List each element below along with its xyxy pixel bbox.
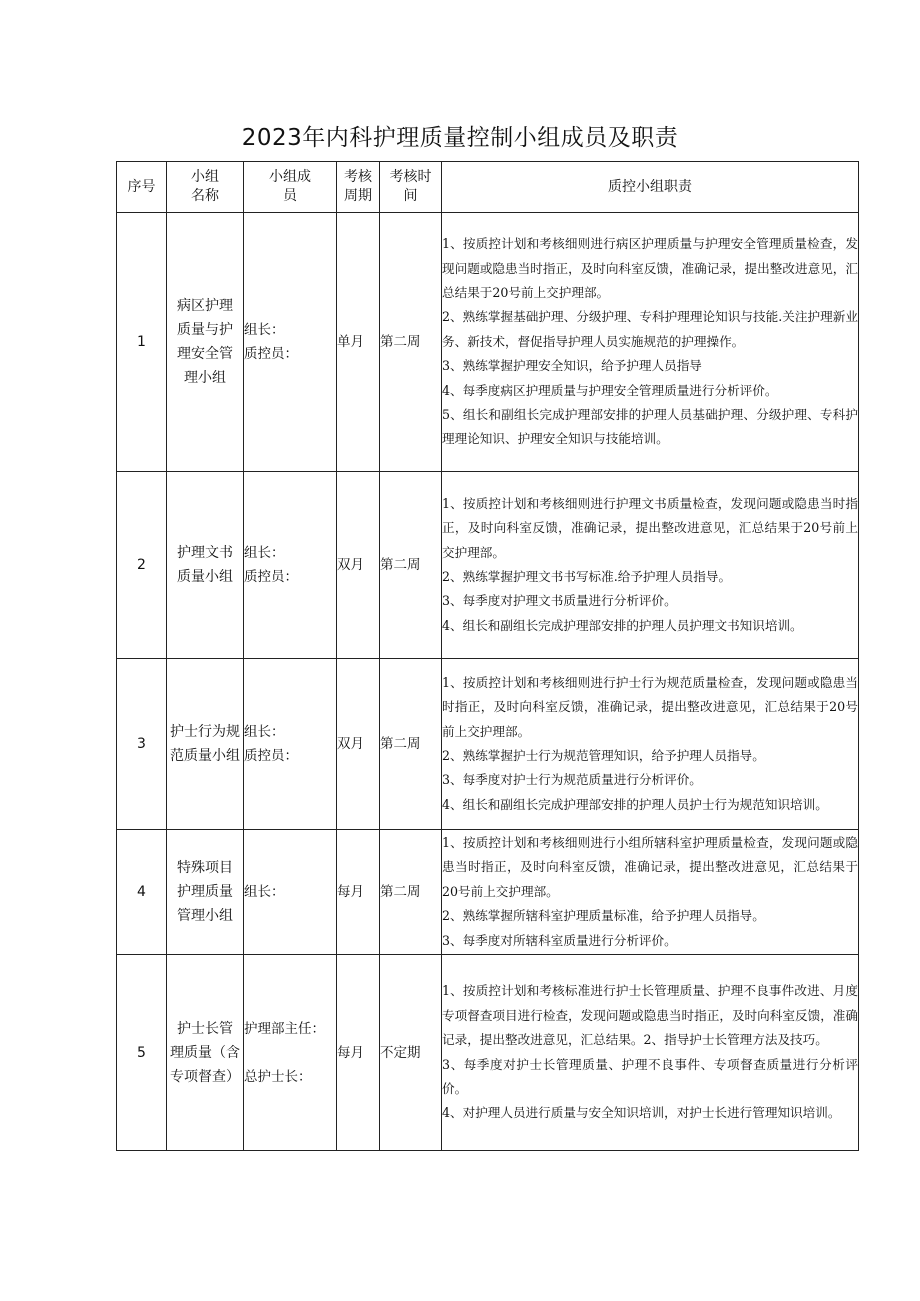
row-cycle: 每月 — [337, 955, 380, 1151]
duty-item: 3、每季度对所辖科室质量进行分析评价。 — [442, 932, 677, 948]
row-time: 第二周 — [380, 472, 442, 659]
row-seq: 1 — [117, 213, 167, 472]
duty-item: 2、熟练掌握所辖科室护理质量标准，给予护理人员指导。 — [442, 908, 765, 924]
row-group-name: 护理文书 质量小组 — [167, 472, 244, 659]
header-cycle: 考核 周期 — [337, 162, 380, 213]
row-group-name: 特殊项目 护理质量 管理小组 — [167, 830, 244, 955]
table-row — [117, 955, 859, 1151]
duty-item: 4、对护理人员进行质量与安全知识培训，对护士长进行管理知识培训。 — [442, 1105, 841, 1121]
header-time: 考核时 间 — [380, 162, 442, 213]
duty-item: 2、熟练掌握基础护理、分级护理、专科护理理论知识与技能.关注护理新业务、新技术，督促指导护理人员实施规范的护理操作。 — [442, 309, 858, 349]
row-cycle: 双月 — [337, 659, 380, 830]
duty-item: 4、每季度病区护理质量与护理安全管理质量进行分析评价。 — [442, 382, 778, 398]
duty-item: 3、每季度对护理文书质量进行分析评价。 — [442, 593, 677, 609]
header-responsibility: 质控小组职责 — [442, 162, 859, 213]
row-duties — [442, 955, 859, 1151]
row-duties — [442, 659, 859, 830]
row-seq: 2 — [117, 472, 167, 659]
row-members: 组长： 质控员： — [244, 213, 337, 472]
row-cycle: 每月 — [337, 830, 380, 955]
header-seq: 序号 — [117, 162, 167, 213]
row-group-name: 护士长管 理质量（含 专项督查） — [167, 955, 244, 1151]
duty-item: 1、按质控计划和考核细则进行护士行为规范质量检查，发现问题或隐患当时指正，及时向科室反馈，准确记录，提出整改进意见，汇总结果于20号前上交护理部。 — [442, 674, 858, 739]
duty-item: 4、组长和副组长完成护理部安排的护理人员护理文书知识培训。 — [442, 617, 803, 633]
duty-item: 2、熟练掌握护理文书书写标准.给予护理人员指导。 — [442, 569, 732, 584]
duty-item: 4、组长和副组长完成护理部安排的护理人员护士行为规范知识培训。 — [442, 796, 828, 812]
duty-item: 2、熟练掌握护士行为规范管理知识，给予护理人员指导。 — [442, 748, 765, 763]
row-duties — [442, 472, 859, 659]
row-group-name: 病区护理 质量与护 理安全管 理小组 — [167, 213, 244, 472]
duty-item: 3、熟练掌握护理安全知识，给予护理人员指导 — [442, 358, 702, 374]
row-time: 不定期 — [380, 955, 442, 1151]
row-seq: 5 — [117, 955, 167, 1151]
row-time: 第二周 — [380, 830, 442, 955]
duty-item: 1、按质控计划和考核细则进行病区护理质量与护理安全管理质量检查，发现问题或隐患当时指正，及时向科室反馈，准确记录，提出整改进意见，汇总结果于20号前上交护理部。 — [442, 236, 858, 300]
row-cycle: 双月 — [337, 472, 380, 659]
duty-item: 1、按质控计划和考核细则进行小组所辖科室护理质量检查，发现问题或隐患当时指正，及时向科室反馈，准确记录，提出整改进意见，汇总结果于20号前上交护理部。 — [442, 834, 858, 899]
row-members: 组长： — [244, 830, 337, 955]
row-time: 第二周 — [380, 659, 442, 830]
duty-item: 3、每季度对护士长管理质量、护理不良事件、专项督查质量进行分析评价。 — [442, 1056, 858, 1096]
duty-item: 5、组长和副组长完成护理部安排的护理人员基础护理、分级护理、专科护理理论知识、护理安全知识与技能培训。 — [442, 407, 858, 447]
row-members: 组长： 质控员： — [244, 472, 337, 659]
row-time: 第二周 — [380, 213, 442, 472]
qc-responsibility-table — [116, 161, 859, 1151]
duty-item: 1、按质控计划和考核细则进行护理文书质量检查，发现问题或隐患当时指正，及时向科室反馈，准确记录，提出整改进意见，汇总结果于20号前上交护理部。 — [442, 495, 858, 560]
row-duties — [442, 213, 859, 472]
duty-item: 3、每季度对护士行为规范质量进行分析评价。 — [442, 772, 702, 788]
page-title: 2023年内科护理质量控制小组成员及职责 — [241, 125, 679, 151]
header-group-name: 小组 名称 — [167, 162, 244, 213]
row-duties — [442, 830, 859, 955]
row-members: 护理部主任： 总护士长： — [244, 955, 337, 1151]
table-row — [117, 213, 859, 472]
table-row — [117, 830, 859, 955]
row-seq: 3 — [117, 659, 167, 830]
table-row — [117, 472, 859, 659]
row-members: 组长： 质控员： — [244, 659, 337, 830]
header-members: 小组成 员 — [244, 162, 337, 213]
table-row — [117, 659, 859, 830]
row-cycle: 单月 — [337, 213, 380, 472]
row-group-name: 护士行为规 范质量小组 — [167, 659, 244, 830]
table-header-row — [117, 162, 859, 213]
duty-item: 1、按质控计划和考核标准进行护士长管理质量、护理不良事件改进、月度专项督查项目进行检查，发现问题或隐患当时指正，及时向科室反馈，准确记录，提出整改进意见，汇总结果。2、指导护士长管理方法及技巧。 — [442, 983, 858, 1048]
row-seq: 4 — [117, 830, 167, 955]
